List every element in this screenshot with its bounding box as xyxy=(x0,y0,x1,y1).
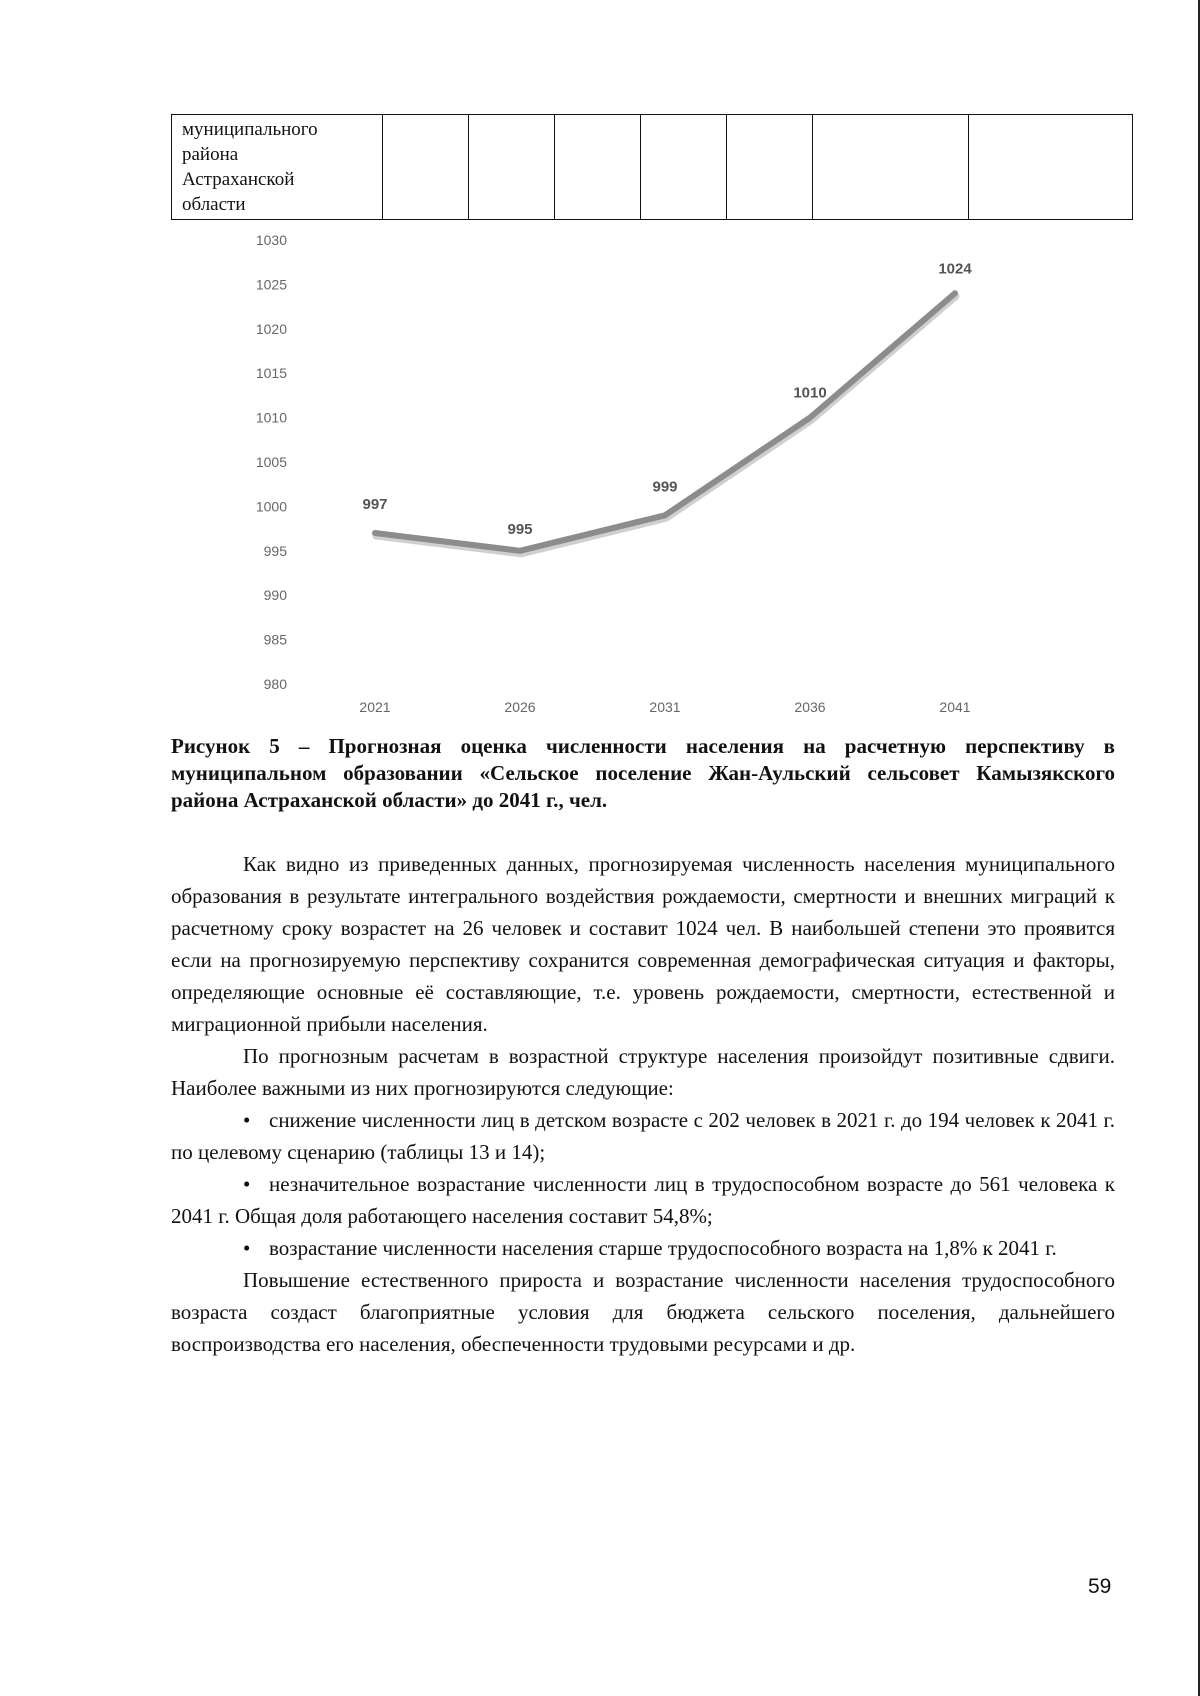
table-cell-empty xyxy=(641,115,727,220)
paragraph-1: Как видно из приведенных данных, прогнозируемая численность населения муниципального образования в результате интегрального воздействия рождаемости, смертности и внешних миграций к расчетному сроку возрастет на 26 человек и составит 1024 чел. В наибольшей степени это проявится если на прогнозируемую перспективу сохранится современная демографическая ситуация и факторы, определяющие основные её составляющие, т.е. уровень рождаемости, смертности, естественной и миграционной прибыли населения. xyxy=(171,852,1115,1036)
data-label: 1024 xyxy=(938,260,972,278)
data-labels xyxy=(362,260,972,538)
y-tick-label: 1025 xyxy=(255,276,287,293)
data-label: 995 xyxy=(507,520,533,538)
bullet-item-3 xyxy=(171,1232,1115,1264)
x-tick-label: 2041 xyxy=(939,699,971,715)
bullet-icon: • xyxy=(243,1108,251,1132)
y-tick-label: 1015 xyxy=(255,365,287,382)
x-axis-ticks xyxy=(359,699,970,715)
series-group xyxy=(375,293,956,554)
table-cell-empty xyxy=(969,115,1133,220)
y-tick-label: 1000 xyxy=(255,498,287,515)
bullet-text: незначительное возрастание численности лиц в трудоспособном возрасте до 561 человека к 2041 г. Общая доля работающего населения составит 54,8%; xyxy=(171,1172,1115,1228)
page-number: 59 xyxy=(1088,1575,1112,1598)
bullet-item-2 xyxy=(171,1168,1115,1232)
table-fragment xyxy=(171,114,1133,220)
y-tick-label: 980 xyxy=(263,676,287,692)
x-tick-label: 2026 xyxy=(504,699,536,715)
x-tick-label: 2036 xyxy=(794,699,826,715)
body-text xyxy=(171,848,1115,1360)
figure-caption: Рисунок 5 – Прогнозная оценка численности населения на расчетную перспективу в муниципальном образовании «Сельское поселение Жан-Аульский сельсовет Камызякского района Астраханской области» до 2041 г., чел. xyxy=(171,734,1115,812)
bullet-text: возрастание численности населения старше трудоспособного возраста на 1,8% к 2041 г. xyxy=(269,1236,1057,1260)
y-tick-label: 985 xyxy=(263,631,287,648)
table-cell-empty xyxy=(555,115,641,220)
x-tick-label: 2031 xyxy=(649,699,681,715)
table-cell-empty xyxy=(813,115,969,220)
population-line-chart xyxy=(240,222,1000,722)
y-tick-label: 1010 xyxy=(255,409,287,426)
y-tick-label: 1005 xyxy=(255,454,287,470)
data-label: 997 xyxy=(362,496,388,514)
y-tick-label: 990 xyxy=(263,587,287,604)
bullet-item-1 xyxy=(171,1104,1115,1168)
data-label: 999 xyxy=(652,478,678,496)
data-label: 1010 xyxy=(793,384,827,402)
x-tick-label: 2021 xyxy=(359,699,391,715)
y-tick-label: 1020 xyxy=(255,320,287,337)
y-axis-ticks xyxy=(256,232,287,692)
table-cell-empty xyxy=(469,115,555,220)
paragraph-2: По прогнозным расчетам в возрастной структуре населения произойдут позитивные сдвиги. Наиболее важными из них прогнозируются следующие: xyxy=(171,1044,1115,1100)
y-tick-label: 995 xyxy=(263,542,287,559)
y-tick-label: 1030 xyxy=(255,232,287,248)
bullet-text: снижение численности лиц в детском возрасте с 202 человек в 2021 г. до 194 человек к 2041 г. по целевому сценарию (таблицы 13 и 14); xyxy=(171,1108,1115,1164)
table-cell-region: муниципального района Астраханской области xyxy=(172,115,383,220)
bullet-icon: • xyxy=(243,1236,251,1260)
bullet-icon: • xyxy=(243,1172,251,1196)
table-cell-empty xyxy=(727,115,813,220)
table-row xyxy=(172,115,1133,220)
table-cell-empty xyxy=(383,115,469,220)
paragraph-3: Повышение естественного прироста и возрастание численности населения трудоспособного возраста создаст благоприятные условия для бюджета сельского поселения, дальнейшего воспроизводства его населения, обеспеченности трудовыми ресурсами и др. xyxy=(171,1268,1115,1356)
series-line xyxy=(375,293,955,551)
